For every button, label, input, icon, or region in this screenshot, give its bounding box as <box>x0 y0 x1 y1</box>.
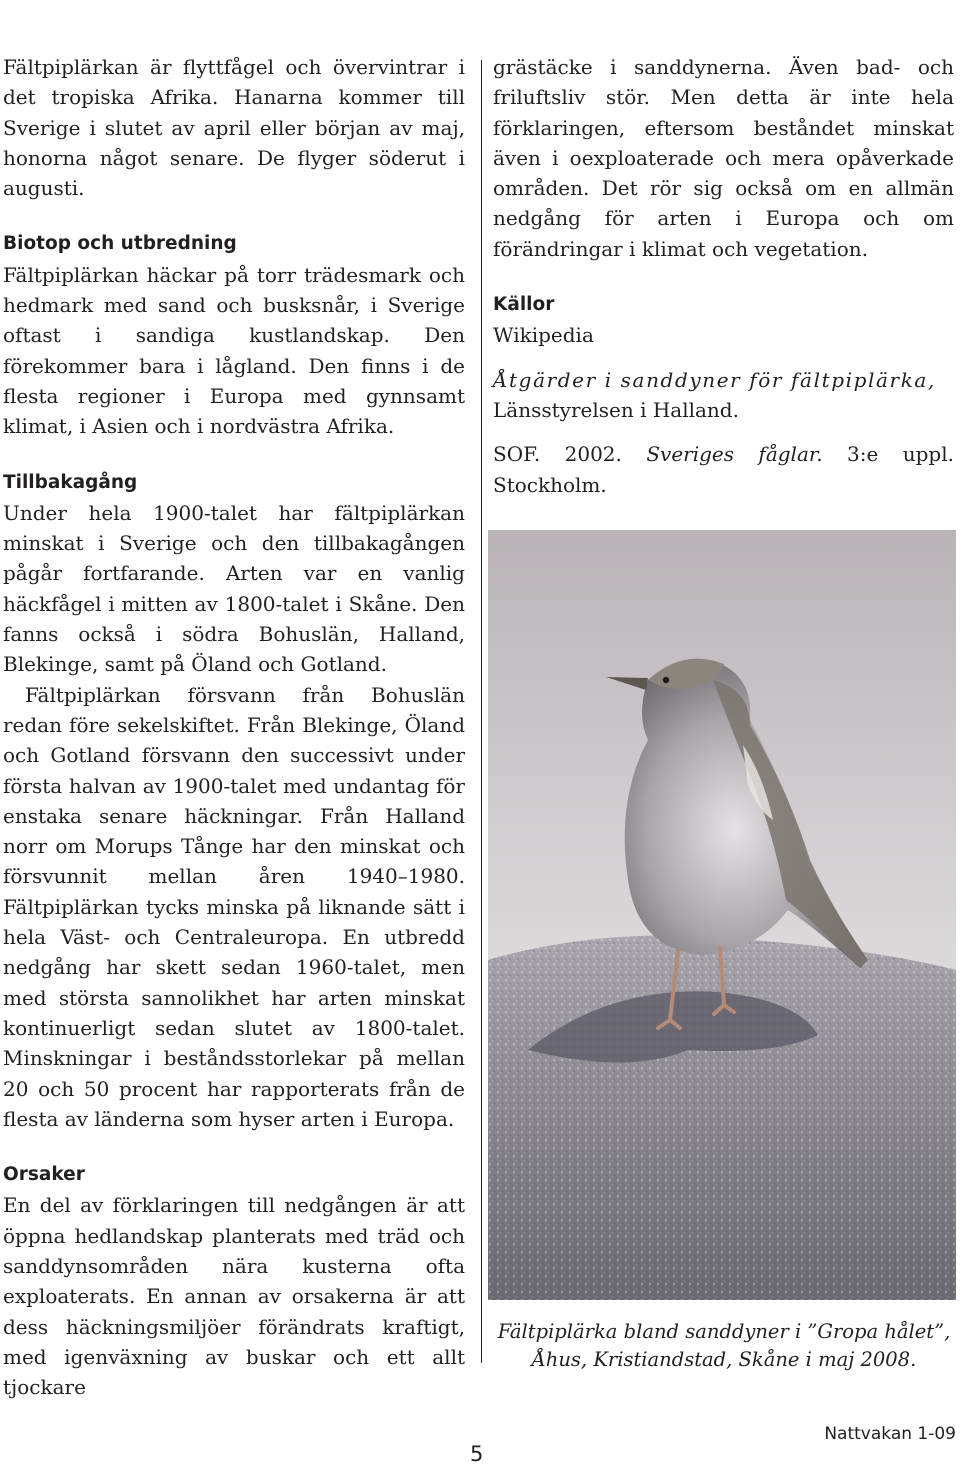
source-sof-suffix: 3:e uppl. Stockholm. <box>493 442 954 497</box>
intro-paragraph: Fältpiplärkan är flyttfågel och övervintrar i det tropiska Afrika. Hanarna kommer till Sverige i slutet av april eller början av maj, honorna något senare. De flyger söderut i augusti. <box>3 55 465 201</box>
source-sof-title: Sveriges fåglar. <box>646 442 823 467</box>
caption-line-1: Fältpiplärka bland sanddyner i ”Gropa hålet”, <box>497 1320 951 1343</box>
tillbakagang-paragraph-1: Under hela 1900-talet har fältpiplärkan minskat i Sverige och den tillbakagången pågår fortfarande. Arten var en vanlig häckfågel i mitten av 1800-talet i Skåne. Den fanns också i södra Bohuslän, Halland, Blekinge, samt på Öland och Gotland. <box>3 500 465 677</box>
source-sof <box>493 439 954 500</box>
section-heading-tillbakagang: Tillbakagång <box>3 471 138 493</box>
tillbakagang-paragraph-2: Fältpiplärkan försvann från Bohuslän redan före sekelskiftet. Från Blekinge, Öland och Gotland försvann den successivt under första halvan av 1900-talet med undantag för enstaka senare häckningar. Från Halland norr om Morups Tånge har den minskat och försvunnit mellan åren 1940–1980. Fältpiplärkan tycks minska på liknande sätt i hela Väst- och Centraleuropa. En utbredd nedgång har skett sedan 1960-talet, men med största sannolikhet har arten minskat kontinuerligt sedan slutet av 1800-talet. Minskningar i beståndsstorlekar på mellan 20 och 50 procent har rapporterats från de flesta av länderna som hyser arten i Europa. <box>3 682 465 1131</box>
section-heading-orsaker: Orsaker <box>3 1164 85 1186</box>
section-heading-biotop: Biotop och utbredning <box>3 233 237 255</box>
photo-caption <box>494 1318 954 1374</box>
source-lansstyrelsen-title: Åtgärder i sanddyner för fältpiplärka, <box>493 367 936 392</box>
orsaker-paragraph: En del av förklaringen till nedgången är att öppna hedlandskap planterats med träd och sanddynsområden nära kusterna ofta exploaterats. En annan av orsakerna är att dess häckningsmiljöer förändrats kraftigt, med igenväxning av buskar och ett allt tjockare <box>3 1193 465 1400</box>
biotop-paragraph: Fältpiplärkan häckar på torr trädesmark och hedmark med sand och busksnår, i Sverige oftast i sandiga kustlandskap. Den förekommer bara i lågland. Den finns i de flesta regioner i Europa med gynnsamt klimat, i Asien och i nordvästra Afrika. <box>3 262 465 439</box>
column-divider <box>481 60 482 1363</box>
bird-photo <box>488 530 956 1300</box>
source-lansstyrelsen <box>493 365 954 426</box>
continued-paragraph: grästäcke i sanddynerna. Även bad- och friluftsliv stör. Men detta är inte hela förklaringen, eftersom beståndet minskat även i oexploaterade och mera opåverkade områden. Det rör sig också om en allmän nedgång för arten i Europa och om förändringar i klimat och vegetation. <box>493 55 954 261</box>
left-column <box>3 52 465 1402</box>
caption-line-2: Åhus, Kristiandstad, Skåne i maj 2008. <box>531 1348 917 1371</box>
right-column <box>493 52 954 500</box>
source-sof-prefix: SOF. 2002. <box>493 442 647 467</box>
issue-label: Nattvakan 1-09 <box>824 1424 956 1444</box>
source-wikipedia: Wikipedia <box>493 323 594 348</box>
source-lansstyrelsen-publisher: Länsstyrelsen i Halland. <box>493 397 739 422</box>
section-heading-kallor: Källor <box>493 294 555 316</box>
page-number: 5 <box>470 1442 484 1466</box>
